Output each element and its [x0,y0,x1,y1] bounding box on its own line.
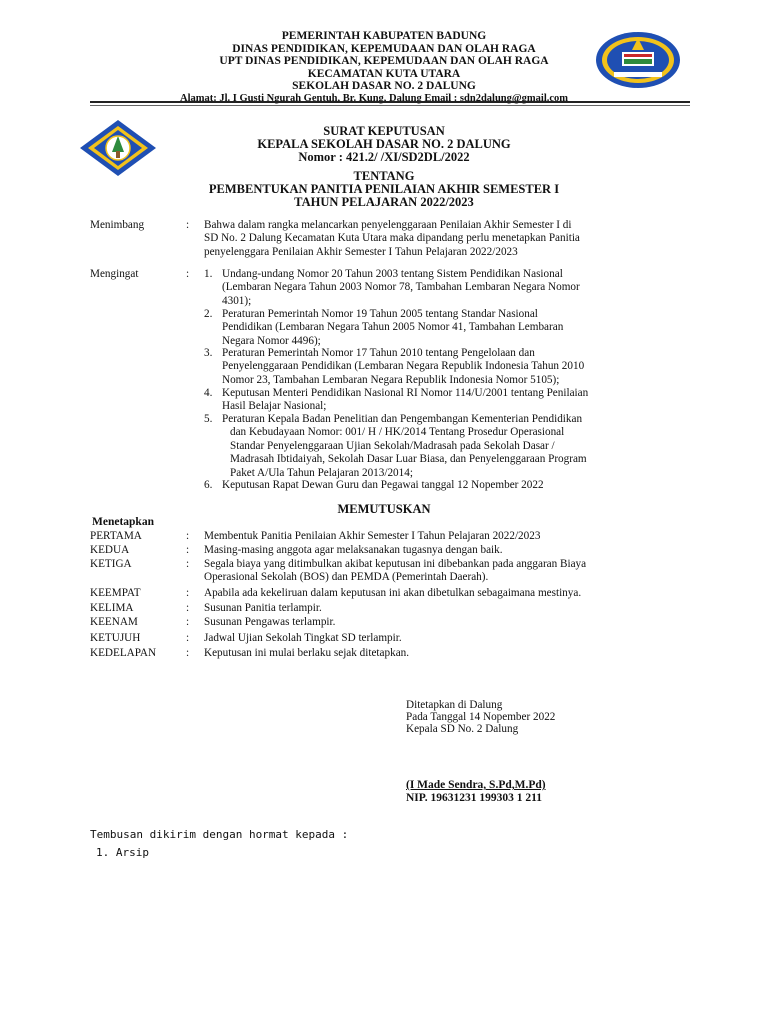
decision-text: Susunan Panitia terlampir. [204,602,322,614]
colon: : [186,616,190,628]
letterhead-rule-thick [90,101,690,103]
letterhead-line-4: KECAMATAN KUTA UTARA [307,67,461,80]
decree-title: SURAT KEPUTUSAN [323,124,445,138]
decision-label: KEENAM [90,616,138,628]
mengingat-line: dan Kebudayaan Nomor: 001/ H / HK/2014 Tentang Prosedur Operasional [230,426,565,439]
decision-text: Jadwal Ujian Sekolah Tingkat SD terlampir. [204,632,402,644]
mengingat-line: Peraturan Pemerintah Nomor 19 Tahun 2005 tentang Standar Nasional [222,308,538,320]
mengingat-item-number: 6. [204,479,213,491]
colon: : [186,587,190,599]
education-office-logo-icon [594,30,682,90]
decree-year: TAHUN PELAJARAN 2022/2023 [294,195,474,209]
mengingat-item [222,413,682,480]
mengingat-label: Mengingat [90,268,139,280]
letterhead-address: Alamat: Jl. I Gusti Ngurah Gentuh, Br. Kung, Dalung Email : sdn2dalung@gmail.com [179,92,569,104]
signature-role: Kepala SD No. 2 Dalung [406,723,519,735]
mengingat-line: Paket A/Ula Tahun Pelajaran 2013/2014; [230,466,413,479]
letterhead-line-1: PEMERINTAH KABUPATEN BADUNG [281,30,487,42]
decree-subject: PEMBENTUKAN PANITIA PENILAIAN AKHIR SEMESTER I [208,182,560,196]
mengingat-line: Nomor 23, Tambahan Lembaran Negara Republik Indonesia Nomor 5105); [222,373,560,386]
signature-date: Pada Tanggal 14 Nopember 2022 [406,711,556,723]
decision-text: Susunan Pengawas terlampir. [204,616,336,628]
colon: : [186,558,190,570]
mengingat-item-number: 2. [204,308,213,320]
menimbang-line: Bahwa dalam rangka melancarkan penyelenggaraan Penilaian Akhir Semester I di [204,219,572,231]
letterhead-line-2: DINAS PENDIDIKAN, KEPEMUDAAN DAN OLAH RAGA [232,42,536,55]
decree-about: TENTANG [353,169,415,183]
mengingat-item-number: 5. [204,413,213,425]
mengingat-line: Peraturan Kepala Badan Penelitian dan Pengembangan Kementerian Pendidikan [222,413,583,425]
colon: : [186,219,190,231]
letterhead-line-5: SEKOLAH DASAR NO. 2 DALUNG [292,80,476,92]
mengingat-item [222,308,682,348]
mengingat-line: Hasil Belajar Nasional; [222,400,327,413]
decision-label: KETUJUH [90,632,141,644]
colon: : [186,632,190,644]
signatory-nip: NIP. 19631231 199303 1 211 [406,792,542,804]
menimbang-line: penyelenggara Penilaian Akhir Semester I Tahun Pelajaran 2022/2023 [204,245,518,258]
mengingat-line: Penyelenggaraan Pendidikan (Lembaran Negara Republik Indonesia Tahun 2010 [222,360,585,373]
mengingat-line: 4301); [222,294,252,307]
mengingat-item-number: 1. [204,268,213,280]
menimbang-line: SD No. 2 Dalung Kecamatan Kuta Utara maka dipandang perlu menetapkan Panitia [204,232,580,245]
decision-text: Keputusan ini mulai berlaku sejak ditetapkan. [204,647,410,659]
colon: : [186,602,190,614]
mengingat-line: Negara Nomor 4496); [222,334,321,347]
mengingat-line: (Lembaran Negara Tahun 2003 Nomor 78, Tambahan Lembaran Negara Nomor [222,281,580,294]
colon: : [186,544,190,556]
decision-line: Operasional Sekolah (BOS) dan PEMDA (Pemerintah Daerah). [204,571,489,584]
colon: : [186,268,190,280]
mengingat-line: Peraturan Pemerintah Nomor 17 Tahun 2010 tentang Pengelolaan dan [222,347,535,359]
decision-label: KEEMPAT [90,587,141,599]
tembusan-intro: Tembusan dikirim dengan hormat kepada : [90,828,349,841]
menimbang-text [204,219,682,259]
mengingat-section [90,268,680,498]
mengingat-line: Keputusan Menteri Pendidikan Nasional RI Nomor 114/U/2001 tentang Penilaian [222,387,589,399]
menetapkan-label: Menetapkan [92,516,154,528]
mengingat-item [222,347,682,387]
mengingat-line: Pendidikan (Lembaran Negara Tahun 2005 Nomor 41, Tambahan Lembaran [222,321,564,334]
decision-text: Masing-masing anggota agar melaksanakan tugasnya dengan baik. [204,544,503,556]
decree-number: Nomor : 421.2/ /XI/SD2DL/2022 [298,150,470,164]
colon: : [186,647,190,659]
decision-label: KEDELAPAN [90,647,157,659]
mengingat-line: Madrasah Ibtidaiyah, Sekolah Dasar Luar Biasa, dan Penyelenggaraan Program [230,453,587,466]
decree-issuer: KEPALA SEKOLAH DASAR NO. 2 DALUNG [257,137,511,151]
decision-text [204,558,682,585]
decision-label: KEDUA [90,544,130,556]
mengingat-line: Standar Penyelenggaraan Ujian Sekolah/Madrasah pada Sekolah Dasar / [230,439,555,452]
mengingat-item-number: 3. [204,347,213,359]
letterhead-line-3: UPT DINAS PENDIDIKAN, KEPEMUDAAN DAN OLAH RAGA [219,55,549,67]
mengingat-item [222,479,682,492]
decision-text: Membentuk Panitia Penilaian Akhir Semester I Tahun Pelajaran 2022/2023 [204,530,541,542]
signature-place: Ditetapkan di Dalung [406,699,503,711]
decision-text: Apabila ada kekeliruan dalam keputusan ini akan dibetulkan sebagaimana mestinya. [204,587,582,599]
decision-label: KETIGA [90,558,132,570]
decision-label: KELIMA [90,602,134,614]
mengingat-line: Undang-undang Nomor 20 Tahun 2003 tentang Sistem Pendidikan Nasional [222,268,563,280]
mengingat-item [222,387,682,414]
menimbang-label: Menimbang [90,219,145,231]
mengingat-item [222,268,682,308]
mengingat-item-number: 4. [204,387,213,399]
tembusan-item: 1. Arsip [96,846,149,859]
colon: : [186,530,190,542]
decision-label: PERTAMA [90,530,142,542]
letterhead-rule-thin [90,105,690,106]
memutuskan-heading: MEMUTUSKAN [337,502,431,516]
mengingat-line: Keputusan Rapat Dewan Guru dan Pegawai tanggal 12 Nopember 2022 [222,479,544,491]
signatory-name: (I Made Sendra, S.Pd,M.Pd) [406,779,546,791]
decision-line: Segala biaya yang ditimbulkan akibat keputusan ini dibebankan pada anggaran Biaya [204,558,587,570]
